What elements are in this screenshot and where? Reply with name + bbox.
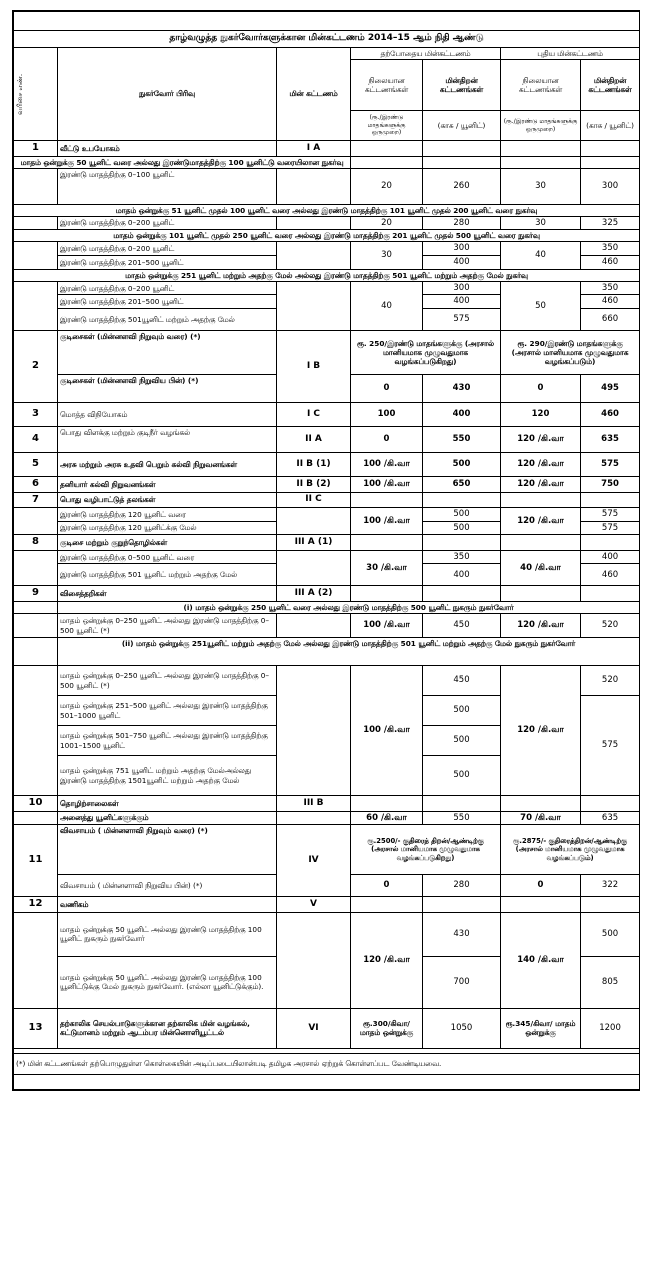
s8-r1-ne: 400 [581, 550, 640, 564]
section-3-row [14, 403, 640, 427]
s4-nf: 120 /கி.வா [501, 427, 581, 453]
section-1-name: வீட்டு உபயோகம் [58, 141, 277, 157]
s7-r2-label: இரண்டு மாதத்திற்கு 120 யூனிட்க்கு மேல் [58, 521, 277, 535]
s3-ne: 460 [581, 403, 640, 427]
s12-nf: 140 /கி.வா [501, 912, 581, 1008]
s1-slab4-nf: 50 [501, 281, 581, 330]
s11-code: IV [277, 825, 351, 897]
s1-slab1-nf: 30 [501, 168, 581, 204]
s9-slab2-r1-ce: 450 [423, 666, 501, 696]
s2-r1-label: குடிசைகள் (மின்னளவி நிறுவும் வரை) (*) [58, 331, 277, 375]
s1-slab4-r2-label: இரண்டு மாதத்திற்கு 201–500 யூனிட் [58, 295, 277, 309]
s1-slab4-r2-ne: 460 [581, 295, 640, 309]
s6-label: தனியார் கல்வி நிறுவனங்கள் [58, 477, 277, 493]
s1-slab3-r2-ne: 460 [581, 256, 640, 270]
s8-cf: 30 /கி.வா [351, 550, 423, 586]
s9-slab2-nf: 120 /கி.வா [501, 666, 581, 796]
serial-8: 8 [14, 535, 58, 551]
s9-slab1-row [14, 614, 640, 638]
s12-label: வணிகம் [58, 897, 277, 913]
s9-slab2-r1-ne: 520 [581, 666, 640, 696]
s13-ce: 1050 [423, 1008, 501, 1048]
s7-r1-ne: 575 [581, 508, 640, 522]
serial-12: 12 [14, 897, 58, 913]
s7-code: II C [277, 492, 351, 508]
s11-r1-current: ரூ.2500/- குதிரைத் திறன்/ஆண்டிற்கு (அரசால் மானியமாக முழுவதுமாக வழங்கப்படுகிறது) [351, 825, 501, 875]
s9-slab2-cf: 100 /கி.வா [351, 666, 423, 796]
s13-ne: 1200 [581, 1008, 640, 1048]
s13-label: தற்காலிக செயல்பாடுகளுக்கான தற்காலிக மின் வழங்கல், கட்டுமானம் மற்றும் ஆடம்பர மின்னொளியூட்டல் [58, 1008, 277, 1048]
s2-r2-ne: 495 [581, 375, 640, 403]
s3-code: I C [277, 403, 351, 427]
s1-slab4-heading-row [14, 269, 640, 281]
s1-slab3-r2-label: இரண்டு மாதத்திற்கு 201–500 யூனிட் [58, 256, 277, 270]
s1-slab4-r2-ce: 400 [423, 295, 501, 309]
s4-ce: 550 [423, 427, 501, 453]
section-1-code: I A [277, 141, 351, 157]
s7-label: பொது வழிபாட்டுத் தலங்கள் [58, 492, 277, 508]
s4-cf: 0 [351, 427, 423, 453]
header-current-energy: மின்திறன் கட்டணங்கள் [423, 60, 501, 111]
serial-2: 2 [14, 331, 58, 403]
s1-slab4-heading: மாதம் ஒன்றுக்கு 251 யூனிட் மற்றும் அதற்கு மேல் அல்லது இரண்டு மாதத்திற்கு 501 யூனிட் மற்றும் அதற்கு மேல் நுகர்வு [14, 269, 640, 281]
s5-ne: 575 [581, 453, 640, 477]
s2-r2-label: குடிசைகள் (மின்னளவி நிறுவிய பின்) (*) [58, 375, 277, 403]
s8-r2-label: இரண்டு மாதத்திற்கு 501 யூனிட் மற்றும் அதற்கு மேல் [58, 564, 277, 586]
s11-r2-ne: 322 [581, 875, 640, 897]
s1-slab3-nf: 40 [501, 242, 581, 269]
s5-nf: 120 /கி.வா [501, 453, 581, 477]
s1-slab3-heading: மாதம் ஒன்றுக்கு 101 யூனிட் முதல் 250 யூனிட் வரை அல்லது இரண்டு மாதத்திற்கு 201 யூனிட் முதல் 500 யூனிட் வரை நுகர்வு [14, 230, 640, 242]
s1-slab2-ce: 280 [423, 216, 501, 230]
s1-slab4-r3-ne: 660 [581, 309, 640, 331]
serial-3: 3 [14, 403, 58, 427]
s1-slab1-ne: 300 [581, 168, 640, 204]
serial-4: 4 [14, 427, 58, 453]
section-13-row [14, 1008, 640, 1048]
s9-slab2-ne-merged: 575 [581, 696, 640, 796]
s9-slab2-r2-ce: 500 [423, 696, 501, 726]
s9-slab1-ne: 520 [581, 614, 640, 638]
s12-row1 [14, 912, 640, 956]
serial-1: 1 [14, 141, 58, 157]
footnote: (*) மின் கட்டணங்கள் தற்பொழுதுள்ள கொள்கையின் அடிப்படையிலான்படி தமிழக அரசால் ஏற்றுக் கொள்ளப்பட வேண்டியவை. [14, 1053, 640, 1074]
s1-slab4-r3-ce: 575 [423, 309, 501, 331]
s1-slab4-r1-ce: 300 [423, 281, 501, 295]
section-7-row [14, 492, 640, 508]
s9-slab2-r4-label: மாதம் ஒன்றுக்கு 751 யூனிட் மற்றும் அதற்கு மேல்அல்லது இரண்டு மாதத்திற்கு 1501யூனிட் மற்றும் அதற்கு மேல் [58, 756, 277, 796]
s9-slab1-nf: 120 /கி.வா [501, 614, 581, 638]
s9-slab2-r3-label: மாதம் ஒன்றுக்கு 501–750 யூனிட் அல்லது இரண்டு மாதத்திற்கு 1001–1500 யூனிட் [58, 726, 277, 756]
s9-slab1-r1-label: மாதம் ஒன்றுக்கு 0–250 யூனிட் அல்லது இரண்டு மாதத்திற்கு 0–500 யூனிட் (*) [58, 614, 277, 638]
s5-label: அரசு மற்றும் அரசு உதவி பெறும் கல்வி நிறுவனங்கள் [58, 453, 277, 477]
s9-slab1-cf: 100 /கி.வா [351, 614, 423, 638]
title-row [14, 31, 640, 48]
section-1-row [14, 141, 640, 157]
section-4-row [14, 427, 640, 453]
s1-slab1-heading-row [14, 156, 640, 168]
serial-9: 9 [14, 586, 58, 602]
top-blank-row [14, 12, 640, 31]
section-9-row [14, 586, 640, 602]
section-5-row [14, 453, 640, 477]
s13-code: VI [277, 1008, 351, 1048]
s3-ce: 400 [423, 403, 501, 427]
s7-r2-ne: 575 [581, 521, 640, 535]
s10-ne: 635 [581, 811, 640, 825]
footnote-row [14, 1053, 640, 1074]
header-current-fixed: நிலையான கட்டணங்கள் [351, 60, 423, 111]
s8-row1 [14, 550, 640, 564]
s7-r2-ce: 500 [423, 521, 501, 535]
s6-ce: 650 [423, 477, 501, 493]
header-current-fixed-unit: (ரூ./இரண்டு மாதங்களுக்கு ஒருமுறை) [351, 111, 423, 141]
s5-code: II B (1) [277, 453, 351, 477]
s9-slab1-ce: 450 [423, 614, 501, 638]
s2-r2-cf: 0 [351, 375, 423, 403]
section-11-row1 [14, 825, 640, 875]
s8-nf: 40 /கி.வா [501, 550, 581, 586]
s10-r1-label: அனைத்து யூனிட்களுக்கும் [58, 811, 277, 825]
s1-slab2-nf: 30 [501, 216, 581, 230]
s10-code: III B [277, 796, 351, 812]
s12-r1-ne: 500 [581, 912, 640, 956]
serial-6: 6 [14, 477, 58, 493]
s7-r1-label: இரண்டு மாதத்திற்கு 120 யூனிட் வரை [58, 508, 277, 522]
s8-r2-ne: 460 [581, 564, 640, 586]
s1-slab3-r2-ce: 400 [423, 256, 501, 270]
s9-slab2-r2-label: மாதம் ஒன்றுக்கு 251–500 யூனிட் அல்லது இரண்டு மாதத்திற்கு 501–1000 யூனிட் [58, 696, 277, 726]
s9-slab1-heading: (i) மாதம் ஒன்றுக்கு 250 யூனிட் வரை அல்லது இரண்டு மாதத்திற்கு 500 யூனிட் நுகரும் நுகர்வோர் [58, 601, 640, 613]
s1-slab2-heading-row [14, 204, 640, 216]
s1-slab3-r1-ne: 350 [581, 242, 640, 256]
s9-slab2-heading: (ii) மாதம் ஒன்றுக்கு 251யூனிட் மற்றும் அதற்கு மேல் அல்லது இரண்டு மாதத்திற்கு 501 யூனிட் மற்றும் அதற்கு மேல் நுகரும் நுகர்வோர் [58, 638, 640, 666]
s2-r2-ce: 430 [423, 375, 501, 403]
s3-cf: 100 [351, 403, 423, 427]
section-6-row [14, 477, 640, 493]
s2-r2-nf: 0 [501, 375, 581, 403]
s9-code: III A (2) [277, 586, 351, 602]
header-new-energy-unit: (காசு / யூனிட்) [581, 111, 640, 141]
header-serial: வரிசை எண். [16, 73, 24, 115]
s1-slab3-row1 [14, 242, 640, 256]
s11-r2-cf: 0 [351, 875, 423, 897]
serial-11: 11 [14, 825, 58, 897]
serial-7: 7 [14, 492, 58, 508]
s10-cf: 60 /கி.வா [351, 811, 423, 825]
s9-slab2-heading-row [14, 638, 640, 666]
s6-ne: 750 [581, 477, 640, 493]
header-consumer-category: நுகர்வோர் பிரிவு [58, 48, 277, 141]
section-8-row [14, 535, 640, 551]
s9-slab2-r4-ce: 500 [423, 756, 501, 796]
s11-r2-nf: 0 [501, 875, 581, 897]
s9-slab2-r1-label: மாதம் ஒன்றுக்கு 0–250 யூனிட் அல்லது இரண்டு மாதத்திற்கு 0–500 யூனிட் (*) [58, 666, 277, 696]
s6-nf: 120 /கி.வா [501, 477, 581, 493]
bottom-blank-row [14, 1074, 640, 1089]
s1-slab1-r1-label: இரண்டு மாதத்திற்கு 0–100 யூனிட் [58, 168, 277, 204]
s1-slab4-r3-label: இரண்டு மாதத்திற்கு 501யூனிட் மற்றும் அதற்கு மேல் [58, 309, 277, 331]
s1-slab2-cf: 20 [351, 216, 423, 230]
s8-label: குடிசை மற்றும் குறுந்தொழில்கள் [58, 535, 277, 551]
s4-label: பொது விளக்கு மற்றும் குடிநீர் வழங்கல் [58, 427, 277, 453]
s12-r1-label: மாதம் ஒன்றுக்கு 50 யூனிட் அல்லது இரண்டு மாதத்திற்கு 100 யூனிட் நுகரும் நுகர்வோர் [58, 912, 277, 956]
header-current-energy-unit: (காசு / யூனிட்) [423, 111, 501, 141]
s9-label: விசைத்தறிகள் [58, 586, 277, 602]
s12-r2-label: மாதம் ஒன்றுக்கு 50 யூனிட் அல்லது இரண்டு மாதத்திற்கு 100 யூனிட்டுக்கு மேல் நுகரும் நுகர்வோர். (எல்லா யூனிட்டுக்கும்). [58, 956, 277, 1008]
s8-code: III A (1) [277, 535, 351, 551]
s12-r1-ce: 430 [423, 912, 501, 956]
s10-label: தொழிற்சாலைகள் [58, 796, 277, 812]
s7-nf: 120 /கி.வா [501, 508, 581, 535]
s1-slab3-cf: 30 [351, 242, 423, 269]
document-title: தாழ்வழுத்த நுகர்வோர்களுக்கான மின்கட்டணம் 2014–15 ஆம் நிதி ஆண்டு [14, 31, 640, 48]
s1-slab4-cf: 40 [351, 281, 423, 330]
s12-r2-ne: 805 [581, 956, 640, 1008]
s1-slab1-cf: 20 [351, 168, 423, 204]
s8-r1-ce: 350 [423, 550, 501, 564]
s7-row1 [14, 508, 640, 522]
s5-cf: 100 /கி.வா [351, 453, 423, 477]
s8-r1-label: இரண்டு மாதத்திற்கு 0–500 யூனிட் வரை [58, 550, 277, 564]
s10-nf: 70 /கி.வா [501, 811, 581, 825]
s3-nf: 120 [501, 403, 581, 427]
serial-13: 13 [14, 1008, 58, 1048]
s10-ce: 550 [423, 811, 501, 825]
s11-r1-new: ரூ.2875/- குதிரைத்திறன்/ஆண்டிற்கு (அரசால் மானியமாக முழுவதுமாக வழங்கப்படும்) [501, 825, 640, 875]
s1-slab4-r1-ne: 350 [581, 281, 640, 295]
header-current-tariff: தற்போதைய மின்கட்டணம் [351, 48, 501, 60]
s9-slab2-r3-ce: 500 [423, 726, 501, 756]
s6-cf: 100 /கி.வா [351, 477, 423, 493]
s1-slab3-r1-label: இரண்டு மாதத்திற்கு 0–200 யூனிட் [58, 242, 277, 256]
s1-slab1-heading: மாதம் ஒன்றுக்கு 50 யூனிட் வரை அல்லது இரண்டுமாதத்திற்கு 100 யூனிட்டு வரையிலான நுகர்வு [14, 156, 351, 168]
s12-code: V [277, 897, 351, 913]
header-serial-cell [14, 48, 58, 141]
s1-slab3-r1-ce: 300 [423, 242, 501, 256]
s11-r2-label: விவசாயம் ( மின்னளாவி நிறுவிய பின்) (*) [58, 875, 277, 897]
s1-slab2-row [14, 216, 640, 230]
header-new-tariff: புதிய மின்கட்டணம் [501, 48, 640, 60]
s5-ce: 500 [423, 453, 501, 477]
serial-10: 10 [14, 796, 58, 812]
s1-slab2-heading: மாதம் ஒன்றுக்கு 51 யூனிட் முதல் 100 யூனிட் வரை அல்லது இரண்டு மாதத்திற்கு 101 யூனிட் முதல் 200 யூனிட் வரை நுகர்வு [14, 204, 640, 216]
header-tariff: மின் கட்டணம் [277, 48, 351, 141]
serial-5: 5 [14, 453, 58, 477]
section-12-row [14, 897, 640, 913]
s1-slab1-ce: 260 [423, 168, 501, 204]
s2-r1-current: ரூ. 250/இரண்டு மாதங்களுக்கு (அரசால் மானியமாக முழுவதுமாக வழங்கப்படுகிறது) [351, 331, 501, 375]
s7-r1-ce: 500 [423, 508, 501, 522]
s8-r2-ce: 400 [423, 564, 501, 586]
s11-r2-ce: 280 [423, 875, 501, 897]
tariff-table [13, 11, 640, 1090]
s1-slab4-r1-label: இரண்டு மாதத்திற்கு 0–200 யூனிட் [58, 281, 277, 295]
s1-slab1-row [14, 168, 640, 204]
s1-slab4-row1 [14, 281, 640, 295]
s12-r2-ce: 700 [423, 956, 501, 1008]
s10-row1 [14, 811, 640, 825]
s13-cf: ரூ.300/கிவா/ மாதம் ஒன்றுக்கு [351, 1008, 423, 1048]
section-2-row1 [14, 331, 640, 375]
s9-slab2-row1 [14, 666, 640, 696]
s4-code: II A [277, 427, 351, 453]
s1-slab3-heading-row [14, 230, 640, 242]
section-10-row [14, 796, 640, 812]
header-new-fixed: நிலையான கட்டணங்கள் [501, 60, 581, 111]
s1-slab2-r1-label: இரண்டு மாதத்திற்கு 0–200 யூனிட் [58, 216, 277, 230]
s2-r1-new: ரூ. 290/இரண்டு மாதங்களுக்கு (அரசால் மானியமாக முழுவதுமாக வழங்கப்படும்) [501, 331, 640, 375]
s4-ne: 635 [581, 427, 640, 453]
s13-nf: ரூ.345/கிவா/ மாதம் ஒன்றுக்கு [501, 1008, 581, 1048]
tariff-sheet [12, 10, 640, 1091]
s12-cf: 120 /கி.வா [351, 912, 423, 1008]
s3-label: மொத்த விநியோகம் [58, 403, 277, 427]
section-2-code: I B [277, 331, 351, 403]
s11-r1-label: விவசாயம் ( மின்னளாவி நிறுவும் வரை) (*) [58, 825, 277, 875]
header-new-fixed-unit: (ரூ./இரண்டு மாதங்களுக்கு ஒருமுறை) [501, 111, 581, 141]
header-new-energy: மின்திறன் கட்டணங்கள் [581, 60, 640, 111]
header-row-1 [14, 48, 640, 60]
s7-cf: 100 /கி.வா [351, 508, 423, 535]
s1-slab2-ne: 325 [581, 216, 640, 230]
s9-slab1-heading-row [14, 601, 640, 613]
s6-code: II B (2) [277, 477, 351, 493]
